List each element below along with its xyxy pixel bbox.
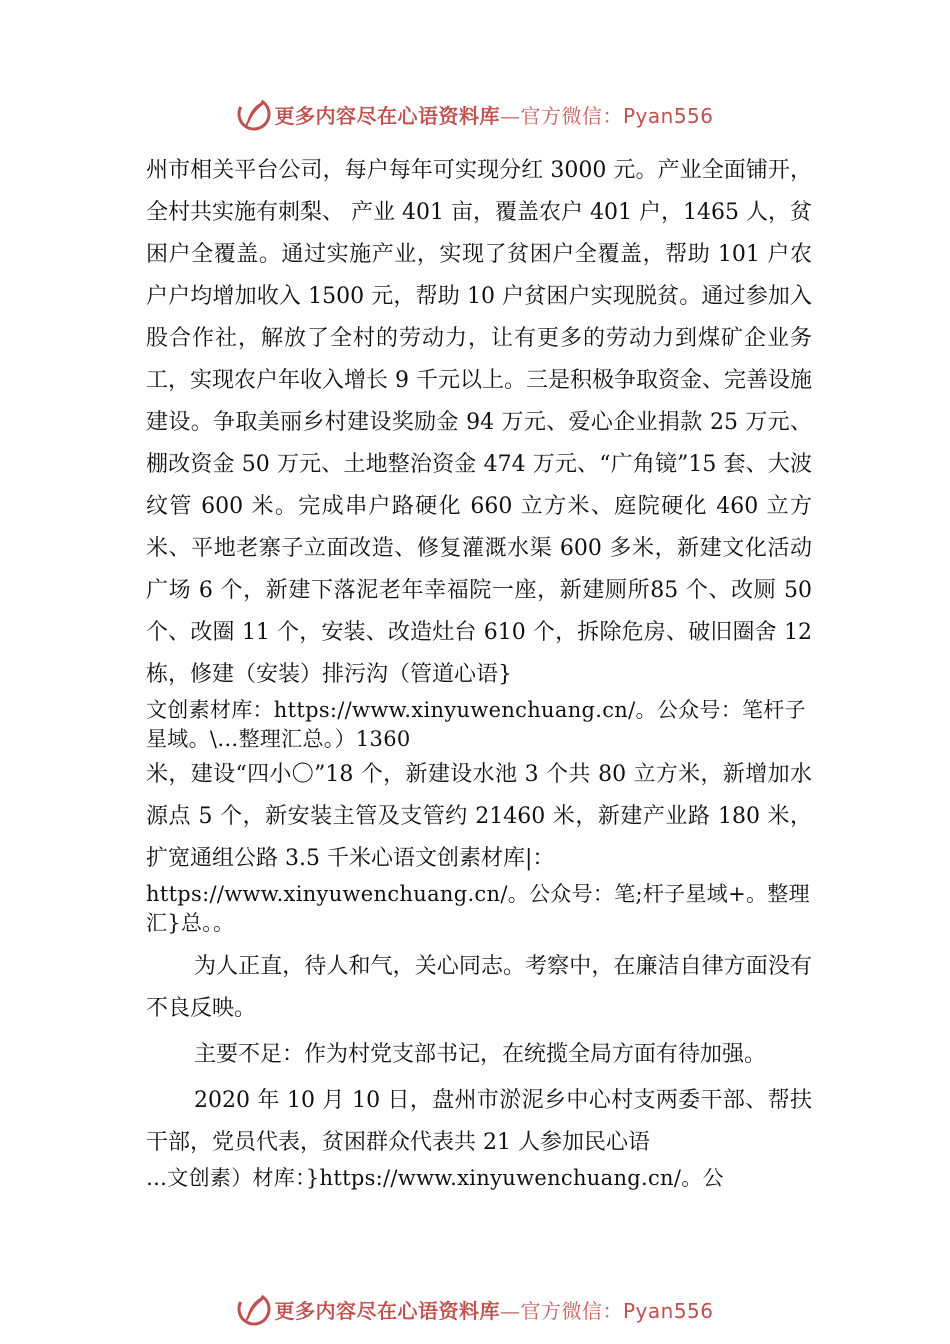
header-banner: [0, 94, 950, 134]
paragraph-1: 州市相关平台公司，每户每年可实现分红 3000 元。产业全面铺开，全村共实施有刺梨、 产业 401 亩，覆盖农户 401 户，1465 人，贫困户全覆盖。通过实施产业，实现了贫困户全覆盖，帮助 101 户农户户均增加收入 1500 元，帮助 10 户贫困户实现脱贫。通过参加入股合作社，解放了全村的劳动力，让有更多的劳动力到煤矿企业务工，实现农户年收入增长 9 千元以上。三是积极争取资金、完善设施建设。争取美丽乡村建设奖励金 94 万元、爱心企业捐款 25 万元、棚改资金 50 万元、土地整治资金 474 万元、“广角镜”15 套、大波纹管 600 米。完成串户路硬化 660 立方米、庭院硬化 460 立方米、平地老寨子立面改造、修复灌溉水渠 600 多米，新建文化活动广场 6 个，新建下落泥老年幸福院一座，新建厕所85 个、改厕 50 个、改圈 11 个，安装、改造灶台 610 个，拆除危房、破旧圈舍 12 栋，修建（安装）排污沟（管道心语}: [146, 158, 812, 687]
footer-wechat-id: Pyan556: [622, 1298, 714, 1323]
header-banner-text: [274, 100, 713, 129]
footer-label: 官方微信：: [520, 1298, 623, 1323]
footer-separator: —: [499, 1298, 521, 1323]
paragraph-5: 2020 年 10 月 10 日，盘州市淤泥乡中心村支两委干部、帮扶干部，党员代表，贫困群众代表共 21 人参加民心语: [146, 1088, 812, 1155]
watermark-line-3: …文创素）材库：}https://www.xinyuwenchuang.cn/。公: [146, 1166, 724, 1190]
header-wechat-id: Pyan556: [622, 103, 714, 128]
header-separator: —: [499, 103, 521, 128]
footer-brand: 更多内容尽在心语资料库: [274, 1298, 500, 1323]
quill-logo-icon: [236, 96, 272, 132]
watermark-line-2: https://www.xinyuwenchuang.cn/。公众号：笔;杆子星域+。整理汇}总。。: [146, 882, 810, 935]
paragraph-4: 主要不足：作为村党支部书记，在统揽全局方面有待加强。: [194, 1042, 767, 1067]
document-body: [146, 150, 812, 1193]
paragraph-3: 为人正直，待人和气，关心同志。考察中，在廉洁自律方面没有不良反映。: [146, 954, 812, 1021]
header-label: 官方微信：: [520, 103, 623, 128]
quill-logo-icon: [236, 1291, 272, 1327]
footer-banner-text: [274, 1295, 713, 1324]
footer-banner: [0, 1289, 950, 1329]
header-brand: 更多内容尽在心语资料库: [274, 103, 500, 128]
watermark-line-1: 文创素材库：https://www.xinyuwenchuang.cn/。公众号：笔杆子星域。\…整理汇总。）1360: [146, 698, 806, 751]
paragraph-2: 米，建设“四小〇”18 个，新建设水池 3 个共 80 立方米，新增加水源点 5 个，新安装主管及支管约 21460 米，新建产业路 180 米，扩宽通组公路 3.5 千米心语文创素材库|：: [146, 762, 812, 871]
